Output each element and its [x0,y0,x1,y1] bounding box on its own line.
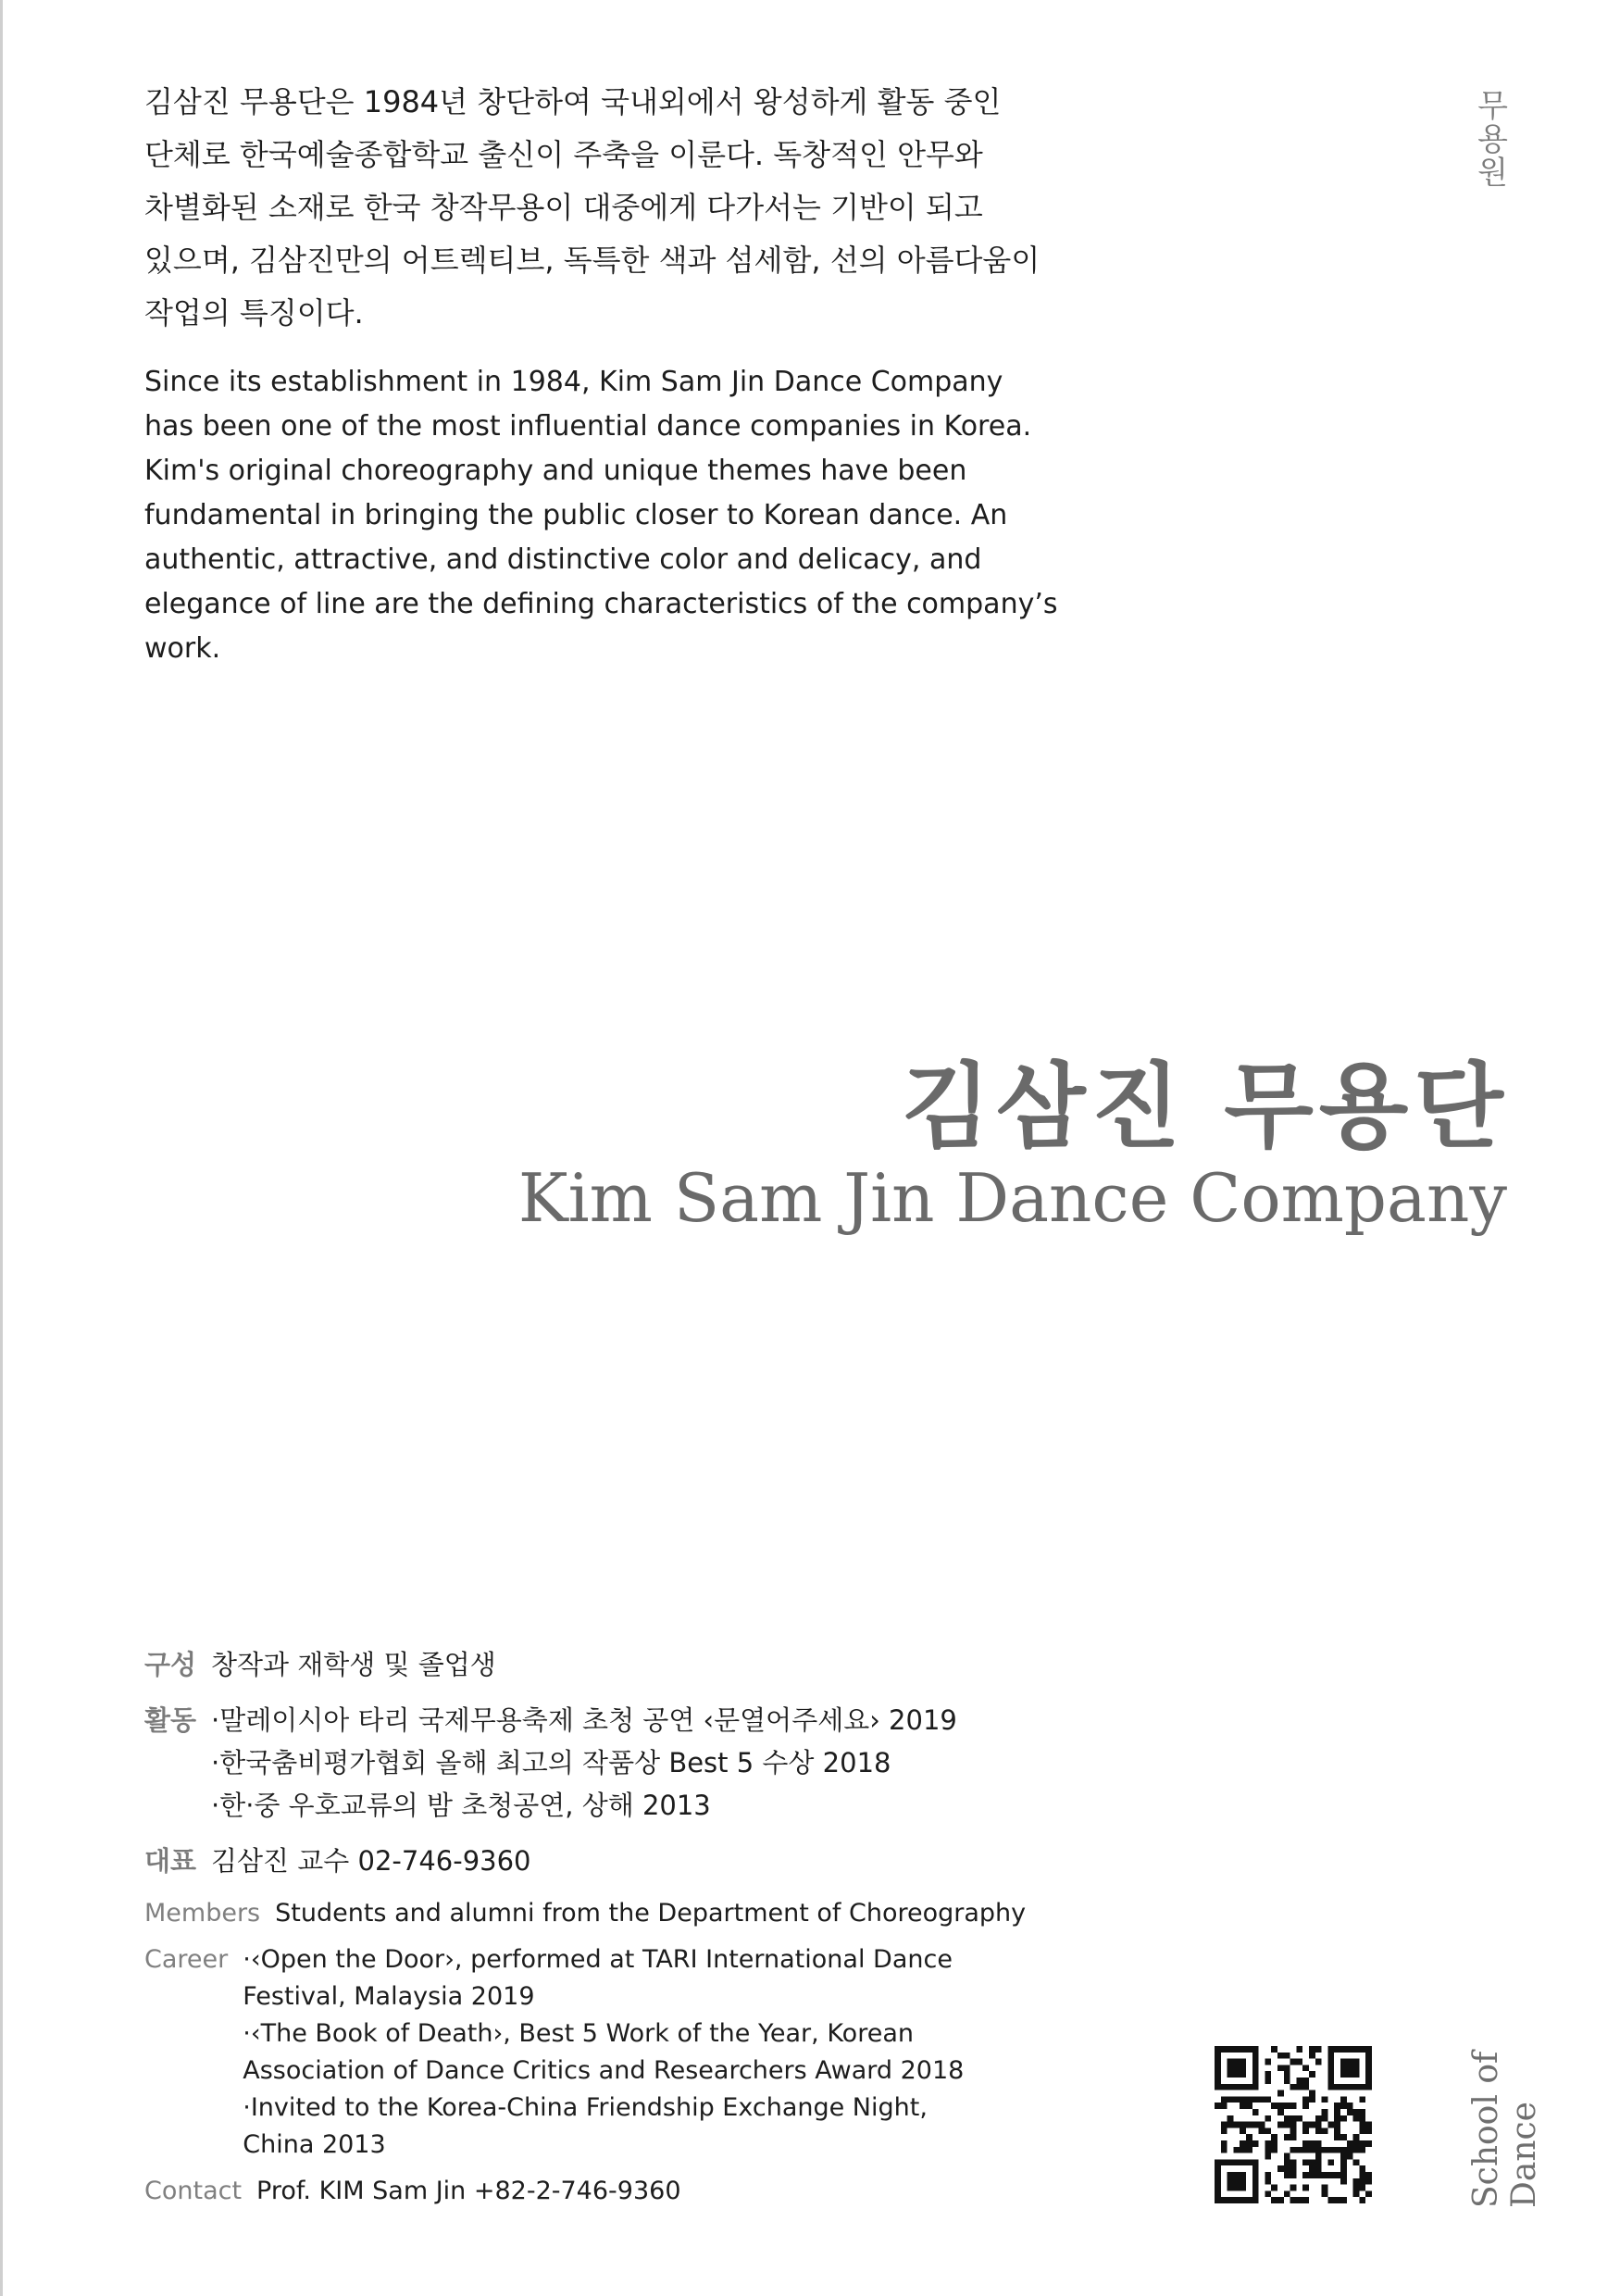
en-career-list [243,1941,965,2164]
intro-en-line: authentic, attractive, and distinctive color and delicacy, and [144,543,982,576]
en-career-label: Career [144,1945,229,1974]
intro-en-line: has been one of the most influential dance companies in Korea. [144,410,1032,443]
en-career-item: ·Invited to the Korea-China Friendship Exchange Night, China 2013 [243,2093,928,2159]
en-members-row [144,1895,1070,1932]
ko-career-item: ·한국춤비평가협회 올해 최고의 작품상 Best 5 수상 2018 [211,1747,891,1778]
company-title-korean: 김삼진 무용단 [901,1053,1509,1161]
company-title-english: Kim Sam Jin Dance Company [517,1159,1507,1237]
ko-contact-value: 김삼진 교수 02-746-9360 [211,1845,531,1877]
qr-code[interactable] [1215,2046,1372,2203]
ko-career-label: 활동 [144,1704,197,1736]
intro-en-line: Since its establishment in 1984, Kim Sam Jin Dance Company [144,366,1003,398]
ko-members-label: 구성 [144,1649,197,1680]
intro-ko-line: 단체로 한국예술종합학교 출신이 주축을 이룬다. 독창적인 안무와 [144,137,983,172]
side-label-school-en: School of Dance [1467,2051,1543,2208]
en-career-item: ·‹Open the Door›, performed at TARI International Dance Festival, Malaysia 2019 [243,1945,953,2011]
en-members-label: Members [144,1899,261,1928]
en-career-item: ·‹The Book of Death›, Best 5 Work of the Year, Korean Association of Dance Critics and Researchers Award 2018 [243,2019,965,2085]
intro-ko-line: 있으며, 김삼진만의 어트렉티브, 독특한 색과 섬세함, 선의 아름다움이 [144,243,1041,278]
ko-members-value: 창작과 재학생 및 졸업생 [211,1649,496,1680]
intro-ko-line: 김삼진 무용단은 1984년 창단하여 국내외에서 왕성하게 활동 중인 [144,84,1002,119]
en-contact-value: Prof. KIM Sam Jin +82-2-746-9360 [256,2177,681,2205]
ko-career-row [144,1699,1070,1827]
page-edge-line [0,0,3,2296]
intro-en-line: fundamental in bringing the public closer to Korean dance. An [144,499,1008,531]
ko-contact-row [144,1840,1070,1882]
intro-en-line: elegance of line are the defining characteristics of the company’s [144,588,1058,620]
en-contact-row [144,2173,1070,2210]
intro-section [144,76,1058,671]
ko-career-list [211,1699,957,1827]
en-contact-label: Contact [144,2177,243,2205]
side-label-school-ko: 무용원 [1471,89,1508,189]
intro-en-line: Kim's original choreography and unique themes have been [144,455,967,487]
ko-contact-label: 대표 [144,1845,197,1877]
en-career-row [144,1941,1070,2164]
ko-members-row [144,1643,1070,1686]
ko-career-item: ·한·중 우호교류의 밤 초청공연, 상해 2013 [211,1790,711,1821]
intro-en-line: work. [144,632,221,665]
intro-english [144,360,1058,671]
intro-ko-line: 차별화된 소재로 한국 창작무용이 대중에게 다가서는 기반이 되고 [144,190,983,225]
en-members-value: Students and alumni from the Department of Choreography [275,1899,1027,1928]
intro-ko-line: 작업의 특징이다. [144,295,364,331]
ko-career-item: ·말레이시아 타리 국제무용축제 초청 공연 ‹문열어주세요› 2019 [211,1704,957,1736]
info-section [144,1643,1070,2210]
intro-korean [144,76,1041,340]
